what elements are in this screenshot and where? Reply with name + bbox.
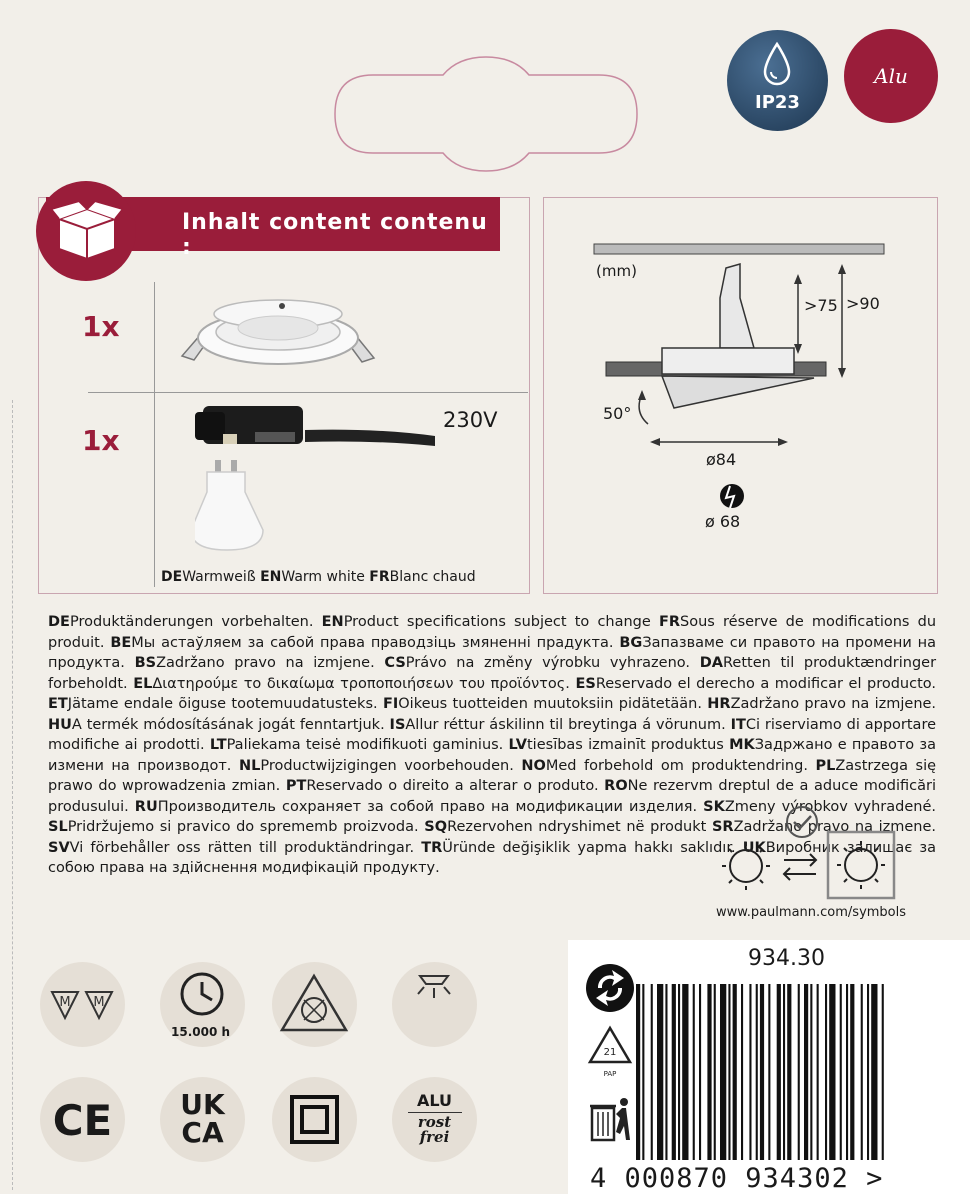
barcode-bar — [787, 984, 791, 1160]
barcode-bar — [651, 984, 653, 1160]
legal-lang-code: ET — [48, 696, 68, 712]
legal-text: Product specifications subject to change — [343, 614, 651, 630]
barcode-bar — [804, 984, 808, 1160]
barcode-bar — [672, 984, 676, 1160]
legal-text: Ci riserviamo di apportare modifiche ai prodotti. — [48, 716, 937, 753]
legal-text: Retten til produktændringer forbeholdt. — [48, 655, 937, 692]
barcode-bar — [636, 984, 640, 1160]
voltage-label: 230V — [443, 408, 498, 432]
svg-text:M: M — [59, 995, 71, 1010]
rustfree-icon — [392, 1091, 477, 1145]
barcode-bar — [741, 984, 743, 1160]
legal-lang-code: PT — [285, 778, 307, 794]
article-number: 934.30 — [748, 946, 825, 971]
light-direction-icon — [392, 962, 477, 1022]
legal-lang-code: NL — [238, 757, 261, 774]
recycling-icon — [586, 1024, 634, 1080]
lang-code-fr: FR — [369, 569, 390, 585]
lamp-connector-image — [195, 402, 435, 552]
recessed-ring-image — [178, 288, 378, 368]
barcode-bar — [678, 984, 680, 1160]
content-heading: Inhalt content contenu : — [182, 210, 488, 260]
recycle-code: 21 — [603, 1047, 617, 1058]
legal-lang-code: IS — [389, 716, 406, 733]
legal-text: Allur réttur áskilinn til breytinga á vörunum. — [405, 716, 726, 733]
ukca-circle — [160, 1077, 245, 1162]
alu-text: ALU — [417, 1091, 452, 1110]
color-de: Warmweiß — [182, 569, 256, 585]
legal-lang-code: HU — [48, 716, 72, 733]
barcode-bar — [798, 984, 800, 1160]
legal-text: Виробник залишає за собою права на здійснення модифікацій продукту. — [48, 839, 936, 876]
legal-text: Задржано е правото за измени на производот. — [48, 737, 936, 774]
ce-circle — [40, 1077, 125, 1162]
legal-text: Διατηρούμε το δικαίωμα τροποποιήσεων του προϊόντος. — [152, 675, 570, 692]
barcode-bar — [777, 984, 781, 1160]
color-fr: Blanc chaud — [389, 569, 476, 585]
mm-icon — [40, 962, 125, 1047]
legal-lang-code: IT — [730, 716, 746, 733]
barcode-bar — [682, 984, 688, 1160]
legal-lang-code: BG — [619, 634, 643, 651]
recycle-pap: PAP — [603, 1070, 617, 1078]
tilt-label: 50° — [603, 404, 632, 423]
rost-text: rost — [417, 1113, 452, 1131]
legal-lang-code: LT — [209, 737, 227, 753]
barcode-bar — [810, 984, 812, 1160]
material-label: Alu — [874, 64, 908, 88]
content-divider-horizontal — [88, 392, 528, 393]
legal-text: Oikeus tuotteiden muutoksiin pidätetään. — [398, 696, 702, 712]
legal-lang-code: HR — [707, 696, 731, 712]
legal-text: Pridržujemo si pravico do sprememb proizvoda. — [67, 819, 419, 835]
furniture-mark-circle — [272, 962, 357, 1047]
legal-text: Ne rezervm dreptul de a aduce modificări produsului. — [48, 778, 936, 815]
legal-text: Производитель сохраняет за собой право на модификации изделия. — [157, 798, 698, 815]
barcode-bar — [693, 984, 695, 1160]
box-badge — [36, 181, 136, 281]
unit-label: (mm) — [596, 262, 637, 280]
legal-lang-code: NO — [521, 757, 546, 774]
legal-lang-code: FR — [658, 614, 681, 630]
lang-code-de: DE — [161, 569, 183, 585]
protection-class-2-icon — [272, 1077, 357, 1162]
legal-lang-code: RU — [134, 798, 158, 815]
ip-rating-label: IP23 — [755, 92, 800, 113]
barcode-bar — [850, 984, 854, 1160]
legal-text: Produktänderungen vorbehalten. — [69, 614, 314, 630]
color-en: Warm white — [281, 569, 365, 585]
legal-lang-code: BS — [134, 655, 157, 671]
barcode-bar — [756, 984, 758, 1160]
barcode-bar — [825, 984, 827, 1160]
legal-lang-code: FI — [382, 696, 399, 712]
legal-text: Sous réserve de modifications du produit. — [48, 614, 937, 651]
barcode-digits: 4 000870 934302 > — [590, 1163, 884, 1194]
lifetime-hours: 15.000 h — [171, 1025, 231, 1039]
side-print-strip — [0, 400, 13, 1190]
legal-lang-code: LV — [508, 737, 527, 753]
water-drop-icon — [759, 40, 795, 88]
ce-mark-icon: CE — [52, 1096, 113, 1145]
dimension-drawing — [544, 198, 936, 592]
green-dot-icon — [584, 962, 636, 1014]
ip-rating-badge — [727, 30, 828, 131]
ukca-top: UK — [180, 1088, 225, 1121]
clock-icon — [160, 962, 245, 1022]
class2-circle — [272, 1077, 357, 1162]
frei-text: frei — [419, 1128, 450, 1146]
light-direction-circle — [392, 962, 477, 1047]
material-badge — [844, 29, 938, 123]
waste-bin-icon — [586, 1094, 634, 1146]
legal-text: A termék módosításának jogát fenntartjuk. — [71, 716, 385, 733]
barcode-bar — [840, 984, 842, 1160]
lang-code-en: EN — [260, 569, 282, 585]
furniture-mark-icon — [272, 962, 357, 1047]
barcode-bar — [783, 984, 785, 1160]
legal-text: Reservado o direito a alterar o produto. — [306, 778, 599, 794]
depth-min-label: >75 — [804, 296, 838, 315]
content-divider-vertical — [154, 282, 155, 587]
barcode-bar — [728, 984, 730, 1160]
mm-mark-icon — [40, 962, 125, 1047]
legal-text: Paliekama teisė modifikuoti gaminius. — [226, 737, 504, 753]
legal-text: Jätame endale õiguse tootemuudatusteks. — [67, 696, 378, 712]
legal-text: Zmeny výrobkov vyhradené. — [724, 798, 936, 815]
barcode-bar — [829, 984, 835, 1160]
barcode-bar — [642, 984, 644, 1160]
legal-text: Reservado el derecho a modificar el producto. — [595, 675, 936, 692]
ukca-bottom: CA — [181, 1116, 224, 1149]
package-icon — [51, 201, 123, 263]
legal-text: Üründe değişiklik yapma hakkı saklıdır. — [442, 839, 736, 856]
barcode-bar — [768, 984, 770, 1160]
barcode-bar — [699, 984, 701, 1160]
legal-text: Запазваме си правото на промени на продукта. — [48, 634, 936, 671]
legal-lang-code: CS — [384, 655, 406, 671]
barcode-bar — [707, 984, 711, 1160]
legal-lang-code: BE — [110, 634, 132, 651]
legal-lang-code: SK — [703, 798, 725, 815]
legal-lang-code: DA — [699, 655, 723, 671]
barcode-bar — [867, 984, 869, 1160]
barcode-bar — [817, 984, 819, 1160]
legal-text: Zadržano pravo na izmene. — [733, 819, 936, 835]
item-1-qty: 1x — [82, 310, 120, 343]
barcode-bar — [720, 984, 726, 1160]
legal-text: Med forbehold om produktendring. — [545, 757, 808, 774]
barcode-bar — [749, 984, 751, 1160]
depth-max-label: >90 — [846, 294, 880, 313]
ukca-mark-icon — [160, 1088, 245, 1149]
legal-text: Zadržano pravo na izmjene. — [730, 696, 937, 712]
legal-lang-code: SV — [48, 839, 70, 856]
barcode-bar — [665, 984, 667, 1160]
legal-text: Мы астаўляем за сабой права праводзіць змяненні прадукта. — [131, 634, 614, 651]
legal-lang-code: UK — [742, 839, 766, 856]
legal-text: Rezervohen ndryshimet në produkt — [447, 819, 707, 835]
legal-text: Vi förbehåller oss rätten till produktändringar. — [69, 839, 415, 856]
legal-lang-code: SQ — [424, 819, 448, 835]
legal-text: Zastrzega się prawo do wprowadzenia zmian. — [48, 757, 937, 794]
light-color-line — [161, 569, 476, 585]
legal-text: Productwijzigingen voorbehouden. — [260, 757, 514, 774]
legal-lang-code: SL — [48, 819, 68, 835]
cutout-label: ø 68 — [705, 512, 741, 531]
legal-lang-code: SR — [711, 819, 734, 835]
barcode-bar — [871, 984, 877, 1160]
legal-lang-code: EL — [133, 675, 153, 692]
legal-lang-code: PL — [815, 757, 836, 774]
legal-lang-code: MK — [729, 737, 755, 753]
barcode-bar — [733, 984, 737, 1160]
ean-barcode — [636, 984, 958, 1160]
legal-text: Právo na změny výrobku vyhrazeno. — [405, 655, 691, 671]
barcode-bar — [882, 984, 884, 1160]
barcode-bar — [657, 984, 663, 1160]
legal-text: Zadržano pravo na izmjene. — [156, 655, 375, 671]
hang-tab-outline — [333, 55, 639, 173]
item-2-qty: 1x — [82, 424, 120, 457]
barcode-bar — [846, 984, 848, 1160]
barcode-bar — [714, 984, 716, 1160]
svg-text:M: M — [93, 995, 105, 1010]
barcode-bar — [760, 984, 764, 1160]
legal-lang-code: RO — [604, 778, 628, 794]
legal-lang-code: TR — [421, 839, 443, 856]
legal-text: tiesības izmainīt produktus — [527, 737, 724, 753]
legal-lang-code: DE — [48, 614, 70, 630]
rustfree-circle — [392, 1077, 477, 1162]
legal-lang-code: ES — [575, 675, 596, 692]
legal-lang-code: EN — [321, 614, 344, 630]
diameter-label: ø84 — [706, 450, 737, 469]
symbols-url[interactable]: www.paulmann.com/symbols — [716, 905, 907, 920]
barcode-bar — [861, 984, 863, 1160]
